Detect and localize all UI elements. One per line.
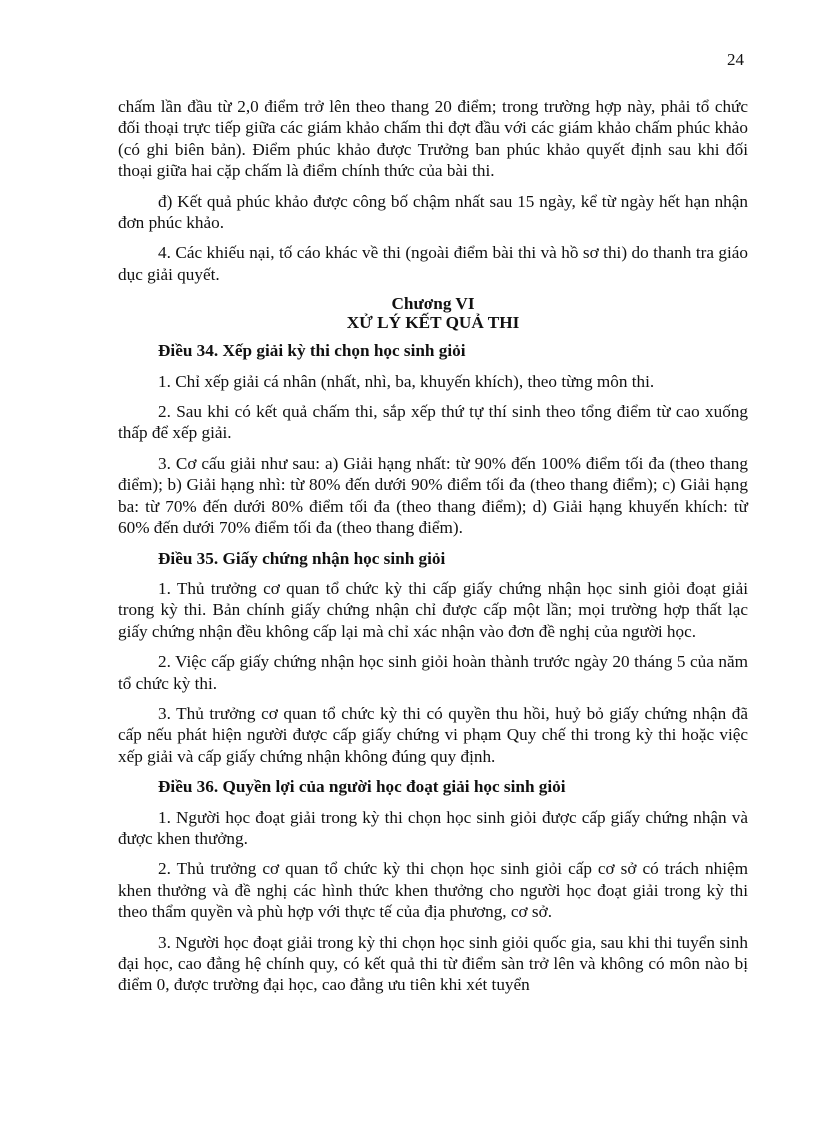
- paragraph: 4. Các khiếu nại, tố cáo khác về thi (ngoài điểm bài thi và hồ sơ thi) do thanh tra giáo dục giải quyết.: [118, 243, 748, 284]
- paragraph: 2. Thủ trưởng cơ quan tổ chức kỳ thi chọn học sinh giỏi cấp cơ sở có trách nhiệm khen thưởng và đề nghị các hình thức khen thưởng cho người học đoạt giải trong kỳ thi theo thẩm quyền và phù hợp với thực tế của địa phương, cơ sở.: [118, 859, 748, 922]
- article-heading: Điều 35. Giấy chứng nhận học sinh giỏi: [158, 548, 446, 568]
- paragraph: 2. Việc cấp giấy chứng nhận học sinh giỏi hoàn thành trước ngày 20 tháng 5 của năm tổ chức kỳ thi.: [118, 652, 748, 693]
- paragraph: 1. Thủ trưởng cơ quan tổ chức kỳ thi cấp giấy chứng nhận học sinh giỏi đoạt giải trong kỳ thi. Bản chính giấy chứng nhận chỉ được cấp một lần; mọi trường hợp thất lạc giấy chứng nhận đều không cấp lại mà chỉ xác nhận vào đơn đề nghị của người học.: [118, 578, 748, 641]
- page-content: [118, 96, 748, 1005]
- article-heading: Điều 36. Quyền lợi của người học đoạt giải học sinh giỏi: [158, 777, 566, 797]
- paragraph: đ) Kết quả phúc khảo được công bố chậm nhất sau 15 ngày, kể từ ngày hết hạn nhận đơn phúc khảo.: [118, 191, 748, 233]
- continuation-paragraph: chấm lần đầu từ 2,0 điểm trở lên theo thang 20 điểm; trong trường hợp này, phải tổ chức đối thoại trực tiếp giữa các giám khảo chấm thi đợt đầu với các giám khảo chấm phúc khảo (có ghi biên bản). Điểm phúc khảo được Trưởng ban phúc khảo quyết định sau khi đối thoại giữa hai cặp chấm là điểm chính thức của bài thi.: [118, 97, 748, 181]
- paragraph: 3. Thủ trưởng cơ quan tổ chức kỳ thi có quyền thu hồi, huỷ bỏ giấy chứng nhận đã cấp nếu phát hiện người được cấp giấy chứng vi phạm Quy chế thi trong kỳ thi hoặc việc xếp giải và cấp giấy chứng nhận không đúng quy định.: [118, 703, 748, 766]
- chapter-heading: [118, 294, 748, 332]
- page-number: 24: [727, 50, 744, 69]
- chapter-title: XỬ LÝ KẾT QUẢ THI: [346, 313, 520, 333]
- paragraph: 1. Người học đoạt giải trong kỳ thi chọn học sinh giỏi được cấp giấy chứng nhận và được khen thưởng.: [118, 807, 748, 848]
- chapter-number: Chương VI: [391, 294, 475, 314]
- paragraph: 1. Chỉ xếp giải cá nhân (nhất, nhì, ba, khuyến khích), theo từng môn thi.: [158, 371, 655, 391]
- article-34: [118, 340, 748, 538]
- paragraph: 3. Cơ cấu giải như sau: a) Giải hạng nhất: từ 90% đến 100% điểm tối đa (theo thang điểm); b) Giải hạng nhì: từ 80% đến dưới 90% điểm tối đa (theo thang điểm); c) Giải hạng ba: từ 70% đến dưới 80% điểm tối đa (theo thang điểm); d) Giải hạng khuyến khích: từ 60% đến dưới 70% điểm tối đa (theo thang điểm).: [118, 453, 748, 538]
- article-heading: Điều 34. Xếp giải kỳ thi chọn học sinh giỏi: [158, 341, 466, 361]
- article-35: [118, 548, 748, 768]
- paragraph: 3. Người học đoạt giải trong kỳ thi chọn học sinh giỏi quốc gia, sau khi thi tuyển sinh đại học, cao đẳng hệ chính quy, có kết quả thi từ điểm sàn trở lên và không có môn nào bị điểm 0, được trường đại học, cao đẳng ưu tiên khi xét tuyển: [118, 932, 748, 995]
- article-36: [118, 776, 748, 996]
- paragraph: 2. Sau khi có kết quả chấm thi, sắp xếp thứ tự thí sinh theo tổng điểm từ cao xuống thấp để xếp giải.: [118, 402, 748, 443]
